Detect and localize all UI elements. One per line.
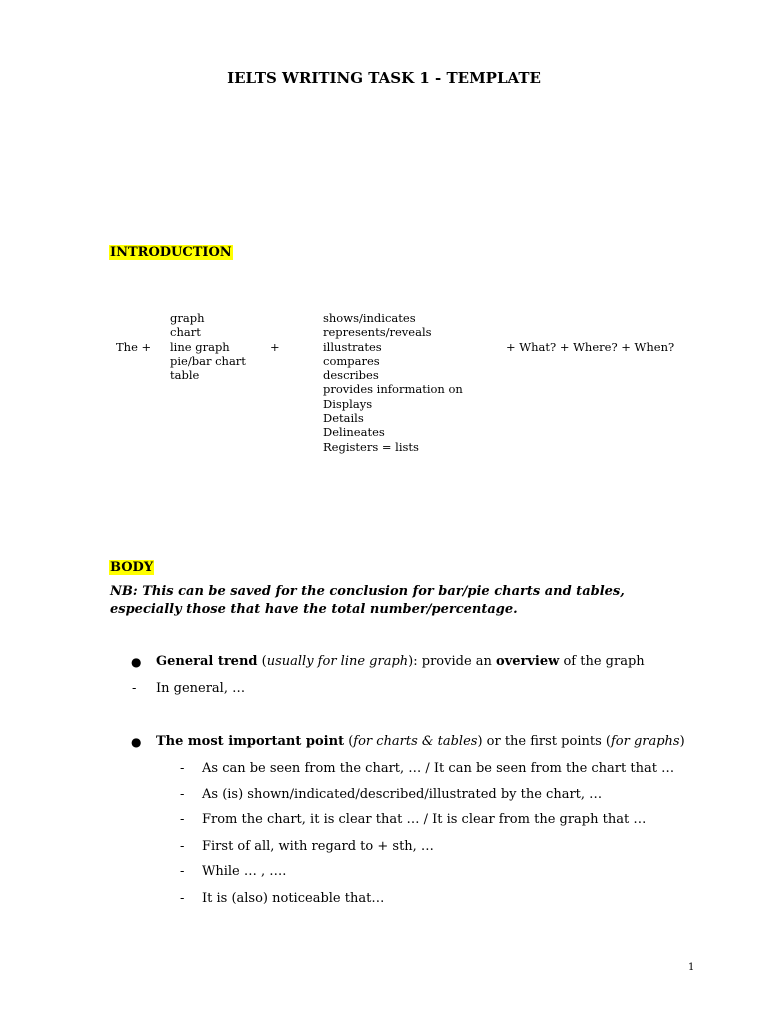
important-point-italic: for charts & tables [353, 734, 478, 749]
general-trend-overview: overview [496, 654, 560, 669]
phrase-item: It is (also) noticeable that… [202, 891, 385, 906]
verb-item: Displays [323, 396, 373, 411]
important-point-middle: ) or the first points ( [477, 734, 611, 749]
phrase-item: As can be seen from the chart, … / It can be seen from the chart that … [202, 761, 675, 776]
chart-types-list [170, 311, 246, 382]
general-trend-paren: ( [257, 654, 267, 669]
general-trend-line [156, 654, 645, 669]
chart-type-item: table [170, 368, 200, 383]
dash-marker: - [180, 787, 185, 802]
nb-note: NB: This can be saved for the conclusion for bar/pie charts and tables, especially those that have the total number/percentage. [110, 584, 625, 617]
phrase-item: As (is) shown/indicated/described/illustrated by the chart, … [202, 787, 603, 802]
verb-item: illustrates [323, 339, 382, 354]
bullet-icon: ● [131, 655, 142, 669]
verb-item: provides information on [323, 382, 463, 397]
verb-item: compares [323, 353, 380, 368]
intro-the: The + [116, 340, 152, 354]
dash-marker: - [132, 681, 137, 696]
verbs-list [323, 311, 463, 454]
page-number: 1 [688, 962, 695, 973]
general-trend-middle: ): provide an [408, 654, 497, 669]
dash-marker: - [180, 839, 185, 854]
intro-questions: + What? + Where? + When? [506, 340, 675, 354]
introduction-heading [109, 241, 233, 260]
phrase-item: First of all, with regard to + sth, … [202, 839, 434, 854]
chart-type-item: line graph [170, 339, 230, 354]
page-title: IELTS WRITING TASK 1 - TEMPLATE [227, 69, 541, 87]
chart-type-item: graph [170, 311, 205, 325]
dash-marker: - [180, 864, 185, 879]
important-point-paren: ( [344, 734, 354, 749]
verb-item: shows/indicates [323, 311, 416, 325]
dash-marker: - [180, 891, 185, 906]
general-trend-italic: usually for line graph [266, 654, 409, 669]
phrase-item: While … , …. [202, 864, 287, 879]
dash-marker: - [180, 812, 185, 827]
important-point-italic2: for graphs [610, 734, 680, 749]
chart-type-item: pie/bar chart [170, 353, 246, 368]
verb-item: represents/reveals [323, 325, 432, 340]
intro-plus: + [270, 340, 280, 354]
verb-item: Registers = lists [323, 439, 419, 454]
verb-item: Details [323, 411, 364, 426]
general-trend-end: of the graph [559, 654, 645, 669]
bullet-icon: ● [131, 735, 142, 749]
general-trend-bold: General trend [156, 654, 258, 669]
important-point-end: ) [679, 734, 685, 749]
general-example: In general, … [156, 681, 246, 696]
verb-item: Delineates [323, 425, 385, 440]
introduction-heading-text: INTRODUCTION [110, 245, 232, 260]
important-point-bold: The most important point [156, 734, 345, 749]
dash-marker: - [180, 761, 185, 776]
chart-type-item: chart [170, 325, 201, 340]
body-heading [109, 556, 154, 575]
phrase-item: From the chart, it is clear that … / It is clear from the graph that … [202, 812, 647, 827]
body-heading-text: BODY [110, 560, 154, 575]
important-point-line [156, 734, 685, 749]
verb-item: describes [323, 368, 379, 383]
